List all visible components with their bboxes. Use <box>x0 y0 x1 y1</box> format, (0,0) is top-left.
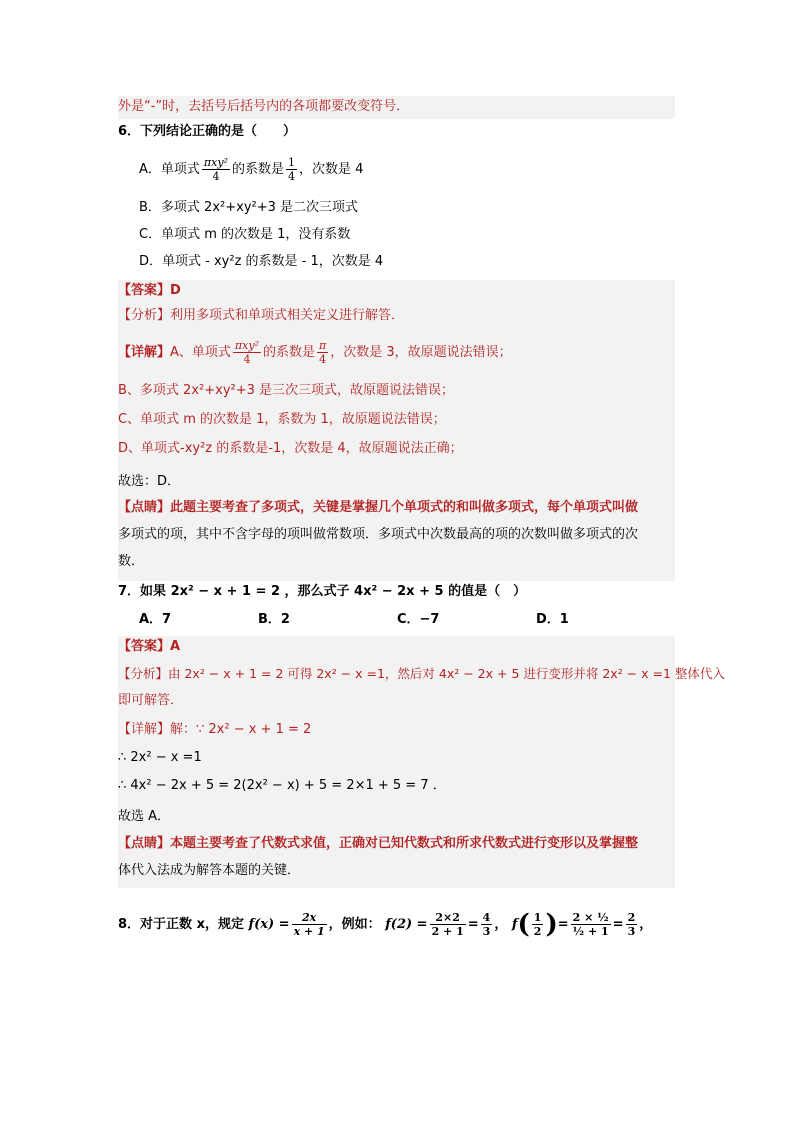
q6-comment-line3: 数． <box>118 554 145 569</box>
q6-detail-d: D、单项式-xy²z 的系数是-1，次数是 4，故原题说法正确； <box>118 441 463 456</box>
q6-option-b: B．多项式 2x²+xy²+3 是二次三项式 <box>139 200 359 215</box>
q7-option-b: B．2 <box>258 612 290 627</box>
q6-stem: 6．下列结论正确的是（ ） <box>118 124 297 139</box>
q6-analysis: 【分析】利用多项式和单项式相关定义进行解答． <box>118 308 405 323</box>
q6-comment-line1: 【点睛】此题主要考查了多项式，关键是掌握几个单项式的和叫做多项式，每个单项式叫做 <box>118 500 639 515</box>
q7-detail-line3: ∴ 4x² − 2x + 5 = 2(2x² − x) + 5 = 2×1 + 5 = 7 ． <box>118 778 446 793</box>
q7-option-c: C．−7 <box>397 612 440 627</box>
q7-comment-line2: 体代入法成为解答本题的关键． <box>118 863 301 878</box>
q7-stem: 7．如果 2x² − x + 1 = 2 ，那么式子 4x² − 2x + 5 的值是（ ） <box>118 584 527 599</box>
q8-left-paren: ( <box>517 909 530 940</box>
q6-choose: 故选：D． <box>118 474 181 489</box>
q6-option-a: A．单项式 $\frac{\text{πxy²}}{4}$ 的系数是 $\frac{1}{4}$ ，次数是 4 <box>139 156 364 183</box>
q6-option-c: C．单项式 m 的次数是 1，没有系数 <box>139 227 351 242</box>
continuation-text: 外是“-”时，去括号后括号内的各项都要改变符号． <box>118 99 410 114</box>
q6-option-d: D．单项式 - xy²z 的系数是 - 1，次数是 4 <box>139 254 384 269</box>
q7-detail-line2: ∴ 2x² − x =1 <box>118 750 202 765</box>
q7-answer: 【答案】A <box>118 639 181 654</box>
q8-f-fraction: $\frac{2x}{x + 1}$ <box>293 911 325 938</box>
q6-comment-line2: 多项式的项，其中不含字母的项叫做常数项．多项式中次数最高的项的次数叫做多项式的次 <box>118 527 639 542</box>
q7-detail-line1: 【详解】解：∵ 2x² − x + 1 = 2 <box>118 722 312 737</box>
q6-a-coef-fraction: $\frac{1}{4}$ <box>287 156 295 183</box>
q8-half-result-fraction: $\frac{2}{3}$ <box>627 911 636 938</box>
q8-half-argument: $\frac{1}{2}$ <box>533 911 542 938</box>
q8-half-fraction: $\frac{\text{2 × ½}}{\text{½ + 1}}$ <box>572 911 609 938</box>
q8-f2-result-fraction: $\frac{4}{3}$ <box>482 911 491 938</box>
q8-stem: 8．对于正数 x，规定 f(x) = $\frac{2x}{x + 1}$ ，例如： f(2) = $\frac{2\times 2}{2 + 1}$ = $\frac{4}{3}$ ， f( $\frac{1}{2}$ )= $\frac{\text{2 × ½}}{\text{½ + 1}}$ = $\frac{2}{3}$ ， <box>118 909 653 940</box>
q6-detail-a: 【详解】A、单项式 $\frac{\text{πxy²}}{4}$ 的系数是 $\frac{\pi}{4}$ ，次数是 3，故原题说法错误； <box>118 339 512 366</box>
q8-f2-fraction: $\frac{2\times 2}{2 + 1}$ <box>431 911 464 938</box>
q6-a-monomial-fraction: $\frac{\text{πxy²}}{4}$ <box>203 156 228 183</box>
q7-option-a: A．7 <box>139 612 172 627</box>
q7-option-d: D．1 <box>536 612 569 627</box>
q6-answer: 【答案】D <box>118 283 181 298</box>
q7-choose: 故选 A． <box>118 809 171 824</box>
q7-comment-line1: 【点睛】本题主要考查了代数式求值，正确对已知代数式和所求代数式进行变形以及掌握整 <box>118 836 639 851</box>
q6-detail-c: C、单项式 m 的次数是 1，系数为 1，故原题说法错误； <box>118 412 446 427</box>
q7-analysis-line1: 【分析】由 2x² − x + 1 = 2 可得 2x² − x =1，然后对 4x² − 2x + 5 进行变形并将 2x² − x =1 整体代入 <box>118 666 725 681</box>
q6-detail-monomial-fraction: $\frac{\text{πxy²}}{4}$ <box>234 339 259 366</box>
q8-right-paren: ) <box>545 909 558 940</box>
q6-detail-b: B、多项式 2x²+xy²+3 是三次三项式，故原题说法错误； <box>118 383 455 398</box>
q7-analysis-line2: 即可解答． <box>118 693 184 708</box>
q6-detail-coef-fraction: $\frac{\pi}{4}$ <box>319 339 327 366</box>
